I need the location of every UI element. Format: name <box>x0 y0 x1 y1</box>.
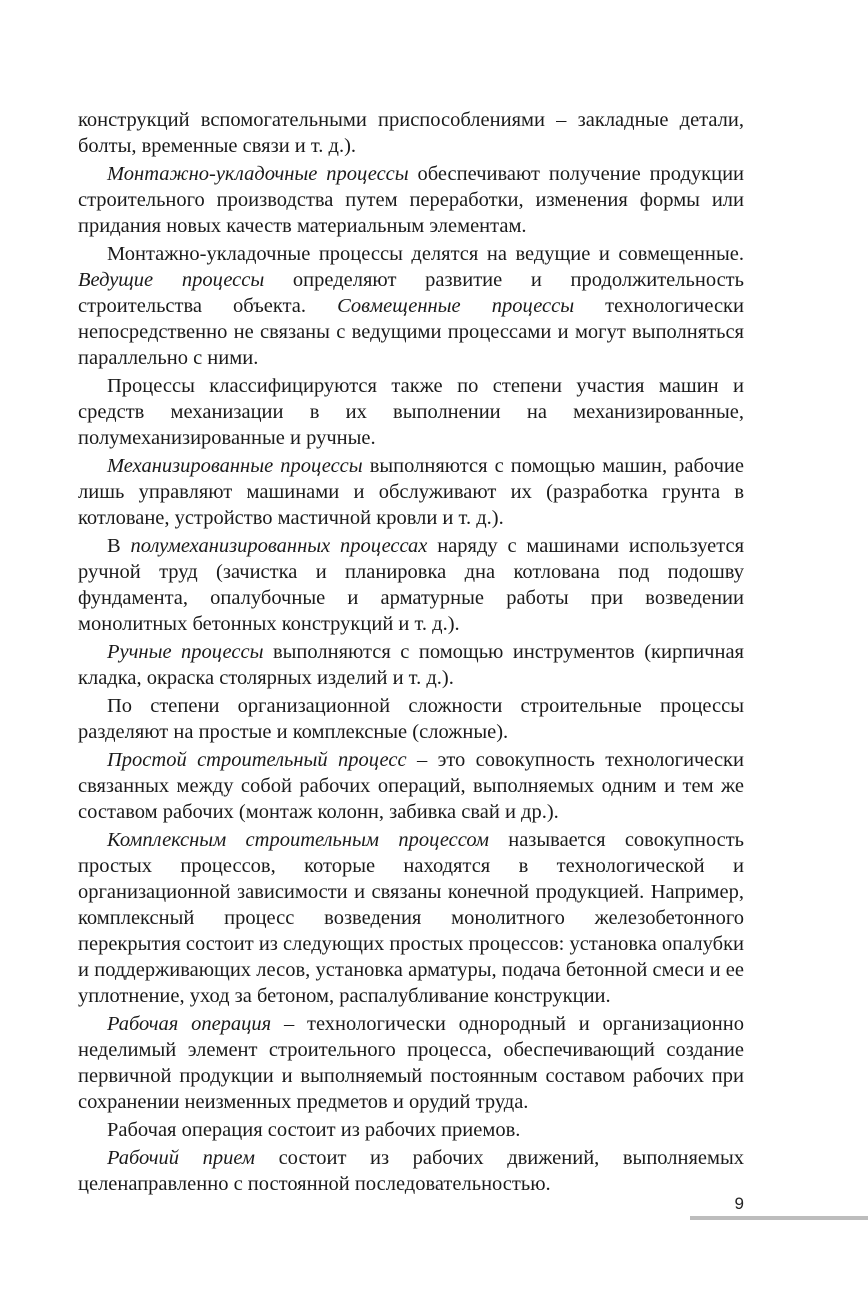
paragraph <box>78 453 744 531</box>
italic-term: Рабочая операция <box>107 1013 272 1035</box>
paragraph-text: обеспечивают получение продукции строительного производства путем переработки, изменения формы или придания новых качеств материальным элементам. <box>78 163 745 237</box>
paragraph <box>78 693 744 745</box>
italic-term: Ручные процессы <box>107 641 264 663</box>
italic-term: Простой строительный процесс <box>107 749 407 771</box>
italic-term: Монтажно-укладочные процессы <box>107 163 409 185</box>
paragraph <box>78 373 744 451</box>
page-number-rule <box>690 1216 868 1220</box>
paragraph-text: По степени организационной сложности строительные процессы разделяют на простые и комплексные (сложные). <box>78 695 744 743</box>
paragraph <box>78 107 744 159</box>
paragraph <box>78 161 744 239</box>
italic-term: Совмещенные процессы <box>337 295 575 317</box>
paragraph-text: – технологически однородный и организационно неделимый элемент строительного процесса, обеспечивающий создание первичной продукции и выполняемый постоянным составом рабочих при сохранении неизменных предметов и орудий труда. <box>78 1013 744 1113</box>
italic-term: Механизированные процессы <box>107 455 363 477</box>
paragraph <box>78 1145 744 1197</box>
paragraph <box>78 827 744 1009</box>
paragraph <box>78 1117 744 1143</box>
paragraph-text: технологически непосредственно не связаны с ведущими процессами и могут выполняться параллельно с ними. <box>78 295 744 369</box>
paragraph-text: – это совокупность технологически связанных между собой рабочих операций, выполняемых одним и тем же составом рабочих (монтаж колонн, забивка свай и др.). <box>78 749 744 823</box>
paragraph-text: Монтажно-укладочные процессы делятся на ведущие и совмещенные. <box>107 243 744 265</box>
paragraph-text: состоит из рабочих движений, выполняемых целенаправленно с постоянной последовательностью. <box>78 1147 744 1195</box>
paragraph <box>78 639 744 691</box>
paragraph-text: Рабочая операция состоит из рабочих приемов. <box>107 1119 521 1141</box>
italic-term: Рабочий прием <box>107 1147 256 1169</box>
paragraph-text: наряду с машинами используется ручной труд (зачистка и планировка дна котлована под подошву фундамента, опалубочные и арматурные работы при возведении монолитных бетонных конструкций и т. д.). <box>78 535 745 635</box>
paragraph-text: Процессы классифицируются также по степени участия машин и средств механизации в их выполнении на механизированные, полумеханизированные и ручные. <box>78 375 744 449</box>
italic-term: Ведущие процессы <box>78 269 265 291</box>
paragraph <box>78 533 744 637</box>
italic-term: полумеханизированных процессах <box>130 535 428 557</box>
paragraph-text: конструкций вспомогательными приспособлениями – закладные детали, болты, временные связи и т. д.). <box>78 109 744 157</box>
body-text <box>78 107 744 1199</box>
paragraph-text: В <box>107 535 131 557</box>
paragraph <box>78 1011 744 1115</box>
paragraph <box>78 747 744 825</box>
paragraph-text: выполняются с помощью инструментов (кирпичная кладка, окраска столярных изделий и т. д.). <box>78 641 744 689</box>
paragraph <box>78 241 744 371</box>
paragraph-text: выполняются с помощью машин, рабочие лишь управляют машинами и обслуживают их (разработка грунта в котловане, устройство мастичной кровли и т. д.). <box>78 455 744 529</box>
paragraph-text: определяют развитие и продолжительность строительства объекта. <box>78 269 744 317</box>
italic-term: Комплексным строительным процессом <box>107 829 489 851</box>
paragraph-text: называется совокупность простых процессов, которые находятся в технологической и организационной зависимости и связаны конечной продукцией. Например, комплексный процесс возведения монолитного железобетонного перекрытия состоит из следующих простых процессов: установка опалубки и поддерживающих лесов, установка арматуры, подача бетонной смеси и ее уплотнение, уход за бетоном, распалубливание конструкции. <box>78 829 744 1007</box>
page-number: 9 <box>734 1194 744 1213</box>
